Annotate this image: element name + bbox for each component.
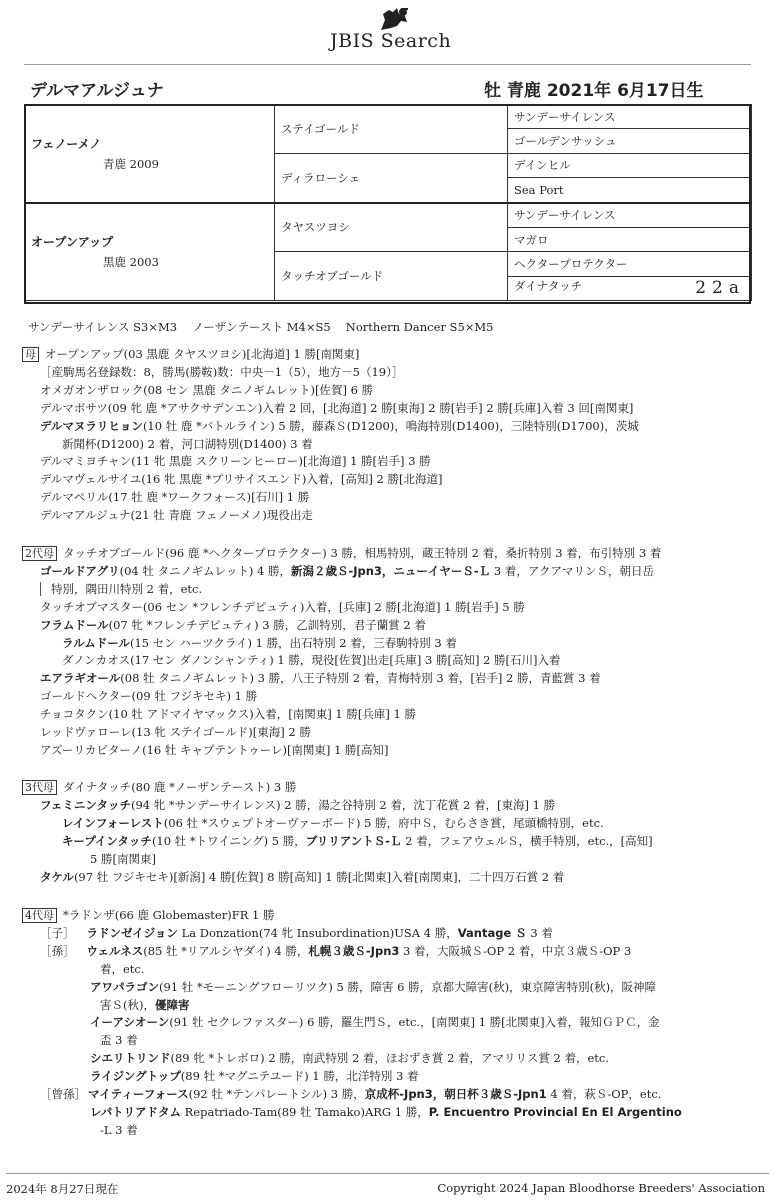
g3-cell-last [508,276,752,300]
g3-cell[interactable]: ゴールデンサッシュ [508,129,752,153]
entry: アズーリカピターノ(16 牡 キャプテントゥーレ)[南関東] 1 勝[高知] [40,742,389,757]
entry-bold: 京成杯-Jpn3，朝日杯３歳Ｓ-Jpn1 [364,1087,547,1102]
pedigree-table [24,104,752,301]
entry: (97 牡 フジキセキ)[新潟] 4 勝[佐賀] 8 勝[高知] 1 勝[北関東]入着[南関東]，二十四万石賞 2 着 [73,869,565,884]
relation-label: ［子］ [40,925,75,940]
entry: タッチオブマスター(06 セン *フレンチデピュティ)入着，[兵庫] 2 勝[北海道] 1 勝[岩手] 5 勝 [40,599,525,614]
entry-bold: Vantage Ｓ [457,925,527,940]
entry: デルマアルジュナ(21 牡 青鹿 フェノーメノ)現役出走 [40,508,313,523]
section-dam [22,346,752,525]
dam-cell [25,203,275,301]
section-tag: 2代母 [22,546,57,561]
entry-bold: シエリトリンド [90,1051,171,1066]
entry-bold: レインフォーレスト [62,815,164,830]
horse-meta: 牡 青鹿 2021年 6月17日生 [484,81,704,101]
dam-sire-cell[interactable]: タヤスツヨシ [275,203,508,252]
entry: (85 牡 *リアルシヤダイ) 4 勝， [143,943,309,958]
entry-bold: ブリリアントＳ-Ｌ [305,833,402,848]
relation-label: ［孫］ [40,943,75,958]
entry: 新聞杯(D1200) 2 着，河口湖特別(D1400) 3 着 [62,436,313,451]
entry-bold: ウェルネス [86,943,144,958]
g3-cell[interactable]: ヘクタープロテクター [508,252,752,276]
entry: (04 牡 タニノギムレット) 4 勝， [119,563,291,578]
entry-bold: ライジングトップ [90,1069,181,1084]
section-fourth-dam [22,907,752,1140]
g3-cell[interactable]: Sea Port [508,178,752,203]
footer-divider [6,1173,769,1174]
footer-date: 2024年 8月27日現在 [6,1182,119,1196]
entry: デルマミヨチャン(11 牝 黒鹿 スクリーンヒーロー)[北海道] 1 勝[岩手] 3 勝 [40,454,431,469]
entry: La Donzation(74 牝 Insubordination)USA 4 勝， [177,925,458,940]
entry: チョコタクン(10 牡 アドマイヤマックス)入着，[南関東] 1 勝[兵庫] 1 勝 [40,707,416,722]
entry: (91 牡 *モーニングフローリツク) 5 勝，障害 6 勝，京都大障害(秋)，東京障害特別(秋)，阪神障 [159,979,657,994]
entry: オメガオンザロック(08 セン 黒鹿 タニノギムレット)[佐賀] 6 勝 [40,382,374,397]
entry: (92 牡 *テンパレートシル) 3 勝， [188,1087,365,1102]
entry: 特別，隅田川特別 2 着，etc. [40,582,202,596]
site-logo[interactable]: JBIS Search [330,30,452,52]
entry: オープンアップ(03 黒鹿 タヤスツヨシ)[北海道] 1 勝[南関東] [45,347,360,361]
g3-cell[interactable]: サンデーサイレンス [508,105,752,129]
sire-info: 青鹿 2009 [103,156,159,171]
dam-name[interactable]: オープンアップ [31,235,114,250]
entry: (10 牡 鹿 *バトルライン) 5 勝，藤森Ｓ(D1200)，鳴海特別(D1400)，三陸特別(D1700)，茨城 [142,418,639,433]
entry: -L 3 着 [100,1122,138,1137]
entry: 害Ｓ(秋)， [100,997,155,1012]
entry: (07 牝 *フレンチデピュティ) 3 勝，乙訓特別，君子蘭賞 2 着 [108,617,426,632]
entry: レッドヴァローレ(13 牝 ステイゴールド)[東海] 2 勝 [40,725,311,740]
entry-bold: 新潟２歳Ｓ-Jpn3，ニューイヤーＳ-Ｌ [290,563,491,578]
entry: 3 着，大阪城Ｓ-OP 2 着，中京３歳Ｓ-OP 3 [399,943,632,958]
entry: (15 セン ハーツクライ) 1 勝，出石特別 2 着，三春駒特別 3 着 [129,635,457,650]
entry-bold: アワパラゴン [90,979,159,994]
inbreeding-line: サンデーサイレンス S3×M3 ノーザンテースト M4×S5 Northern Dancer S5×M5 [28,320,494,334]
entry-bold: キープインタッチ [62,833,152,848]
entry: タッチオブゴールド(96 鹿 *ヘクタープロテクター) 3 勝，相馬特別，蔵王特別 2 着，桑折特別 3 着，布引特別 3 着 [63,546,662,560]
footer-copyright: Copyright 2024 Japan Bloodhorse Breeders' Association [437,1181,765,1195]
entry: (08 牡 タニノギムレット) 3 勝，八王子特別 2 着，青梅特別 3 着，[岩手] 2 勝，青藍賞 3 着 [120,671,601,686]
entry: 4 着，萩Ｓ-OP，etc. [546,1087,662,1102]
section-tag: 母 [22,347,39,362]
g3-cell[interactable]: マガロ [508,227,752,251]
section-third-dam [22,779,752,886]
entry: (89 牝 *トレボロ) 2 勝，南武特別 2 着，ほおずき賞 2 着，アマリリス賞 2 着，etc. [170,1051,609,1066]
sire-cell [25,105,275,203]
entry-bold: マイティーフォース [88,1087,189,1102]
entry: デルマボサツ(09 牝 鹿 *アサクサデンエン)入着 2 回，[北海道] 2 勝[東海] 2 勝[岩手] 2 勝[兵庫]入着 3 回[南関東] [40,400,634,415]
dam-info: 黒鹿 2003 [103,255,159,270]
entry-bold: フェミニンタッチ [40,797,131,812]
entry-bold: エアラギオール [40,671,121,686]
entry: 5 勝[南関東] [90,851,156,866]
header-divider [24,64,751,65]
entry: 着，etc. [100,961,145,976]
section-tag: 4代母 [22,908,57,923]
entry: (10 牡 *トワイニング) 5 勝， [151,833,306,848]
entry-bold: ラドンゼイジョン [86,925,178,940]
entry: (91 牡 セクレファスター) 6 勝，羅生門Ｓ，etc.，[南関東] 1 勝[北関東]入着，報知ＧＰＣ，金 [169,1015,660,1030]
section-tag: 3代母 [22,780,57,795]
g3-cell[interactable]: サンデーサイレンス [508,203,752,228]
entry-bold: フラムドール [40,617,109,632]
entry-bold: ゴールドアグリ [40,563,120,578]
entry: (94 牝 *サンデーサイレンス) 2 勝，湯之谷特別 2 着，沈丁花賞 2 着，[東海] 1 勝 [130,797,556,812]
entry: *ラドンザ(66 鹿 Globemaster)FR 1 勝 [63,908,275,922]
entry: (06 牡 *スウェプトオーヴァーボード) 5 勝，府中Ｓ，むらさき賞，尾頭橋特別，etc. [163,815,604,830]
entry-bold: ラルムドール [62,635,130,650]
sire-sire-cell[interactable]: ステイゴールド [275,105,508,154]
g3-name[interactable]: ダイナタッチ [514,279,583,294]
entry: デルマペリル(17 牡 鹿 *ワークフォース)[石川] 1 勝 [40,490,310,505]
entry: ゴールドヘクター(09 牡 フジキセキ) 1 勝 [40,689,258,704]
section-second-dam [22,545,752,760]
entry: 2 着，フェアウェルＳ，横手特別，etc.，[高知] [401,833,653,848]
entry-bold: レパトリアドタム [90,1104,181,1119]
entry-bold: タケル [40,869,74,884]
entry: ダイナタッチ(80 鹿 *ノーザンテースト) 3 勝 [63,780,297,794]
entry: 盃 3 着 [100,1033,138,1048]
horse-name: デルマアルジュナ [30,81,164,101]
entry: (89 牡 *マグニテユード) 1 勝，北洋特別 3 着 [180,1069,419,1084]
entry-bold: デルマヌラリヒョン [40,418,143,433]
entry: デルマヴェルサイユ(16 牝 黒鹿 *プリサイスエンド)入着，[高知] 2 勝[北海道] [40,472,443,487]
entry-bold: 優障害 [154,997,190,1012]
entry-bold: P. Encuentro Provincial En El Argentino [428,1104,682,1119]
entry: 3 着 [526,925,553,940]
entry: ［産駒馬名登録数：8，勝馬(勝鞍)数：中央－1（5），地方－5（19）］ [40,364,404,379]
entry: 3 着，アクアマリンＳ，朝日岳 [490,563,654,578]
sire-name[interactable]: フェノーメノ [31,136,102,151]
g3-cell[interactable]: デインヒル [508,153,752,177]
dam-dam-cell[interactable]: タッチオブゴールド [275,252,508,301]
entry: Repatriado-Tam(89 牡 Tamako)ARG 1 勝， [180,1104,429,1119]
sire-dam-cell[interactable]: ディラローシェ [275,153,508,202]
entry: ダノンカオス(17 セン ダノンシャンティ) 1 勝，現役[佐賀]出走[兵庫] 3 勝[高知] 2 勝[石川]入着 [62,653,561,668]
entry-bold: 札幌３歳Ｓ-Jpn3 [308,943,400,958]
family-code: 22a [695,278,745,299]
relation-label: ［曾孫］ [40,1087,86,1102]
entry-bold: イーアシオーン [90,1015,170,1030]
